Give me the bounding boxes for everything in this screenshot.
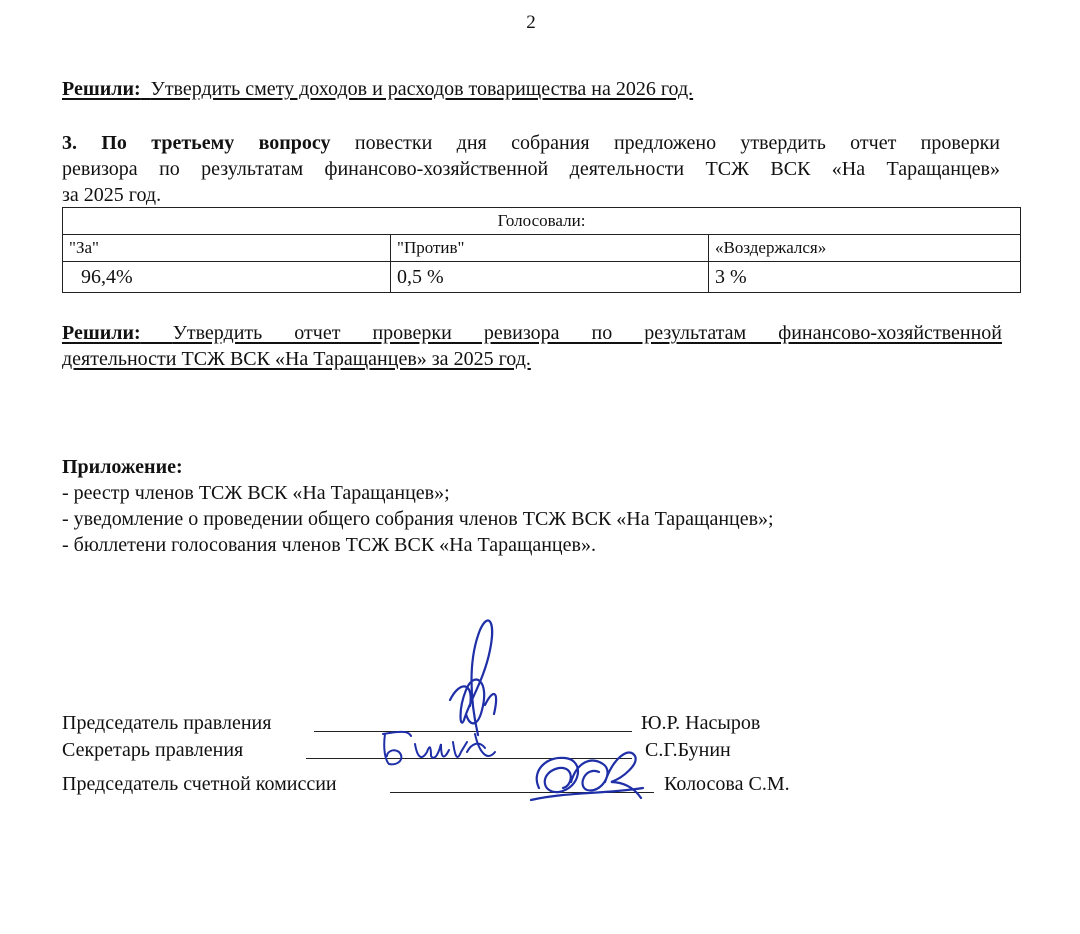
votes-column-for: "За" xyxy=(63,235,391,262)
appendix-item: - бюллетени голосования членов ТСЖ ВСК «На Таращанцев». xyxy=(62,534,596,556)
signature-name-chairman: Ю.Р. Насыров xyxy=(641,712,761,734)
item-3-heading: 3. По третьему вопросу xyxy=(62,132,331,154)
handwritten-signature-commission xyxy=(525,742,645,807)
handwritten-signature-chairman xyxy=(430,610,520,740)
signature-role-commission: Председатель счетной комиссии xyxy=(62,773,337,795)
signature-role-secretary: Секретарь правления xyxy=(62,739,244,761)
signature-name-commission: Колосова С.М. xyxy=(664,773,790,795)
decision-2 xyxy=(62,76,693,102)
appendix-item: - реестр членов ТСЖ ВСК «На Таращанцев»; xyxy=(62,482,450,504)
appendix-title: Приложение: xyxy=(62,456,183,478)
page-number: 2 xyxy=(526,12,536,33)
votes-value-abstain: 3 % xyxy=(709,262,1021,293)
appendix-item: - уведомление о проведении общего собрания членов ТСЖ ВСК «На Таращанцев»; xyxy=(62,508,774,530)
votes-value-against: 0,5 % xyxy=(391,262,709,293)
votes-table xyxy=(62,207,1021,293)
item-3-line-1 xyxy=(62,130,1000,156)
decision-3-line-2: деятельности ТСЖ ВСК «На Таращанцев» за 2025 год. xyxy=(62,348,531,370)
item-3-line-1-rest: повестки дня собрания предложено утвердить отчет проверки xyxy=(354,132,1001,154)
votes-column-against: "Против" xyxy=(391,235,709,262)
item-3-line-2: ревизора по результатам финансово-хозяйственной деятельности ТСЖ ВСК «На Таращанцев» xyxy=(62,158,1000,180)
decision-2-text: Утвердить смету доходов и расходов товарищества на 2026 год. xyxy=(150,78,694,100)
handwritten-signature-secretary xyxy=(375,722,505,772)
votes-column-abstain: «Воздержался» xyxy=(709,235,1021,262)
item-3-line-3: за 2025 год. xyxy=(62,184,162,206)
votes-table-header: Голосовали: xyxy=(63,208,1021,235)
decision-3-label: Решили: xyxy=(62,322,141,344)
decision-3-line-1-text: Утвердить отчет проверки ревизора по результатам финансово-хозяйственной xyxy=(172,322,1002,344)
decision-2-label: Решили: xyxy=(62,78,141,100)
votes-value-for: 96,4% xyxy=(63,262,391,293)
signature-name-secretary: С.Г.Бунин xyxy=(645,739,731,761)
signature-role-chairman: Председатель правления xyxy=(62,712,272,734)
decision-3-line-1 xyxy=(62,320,1002,346)
